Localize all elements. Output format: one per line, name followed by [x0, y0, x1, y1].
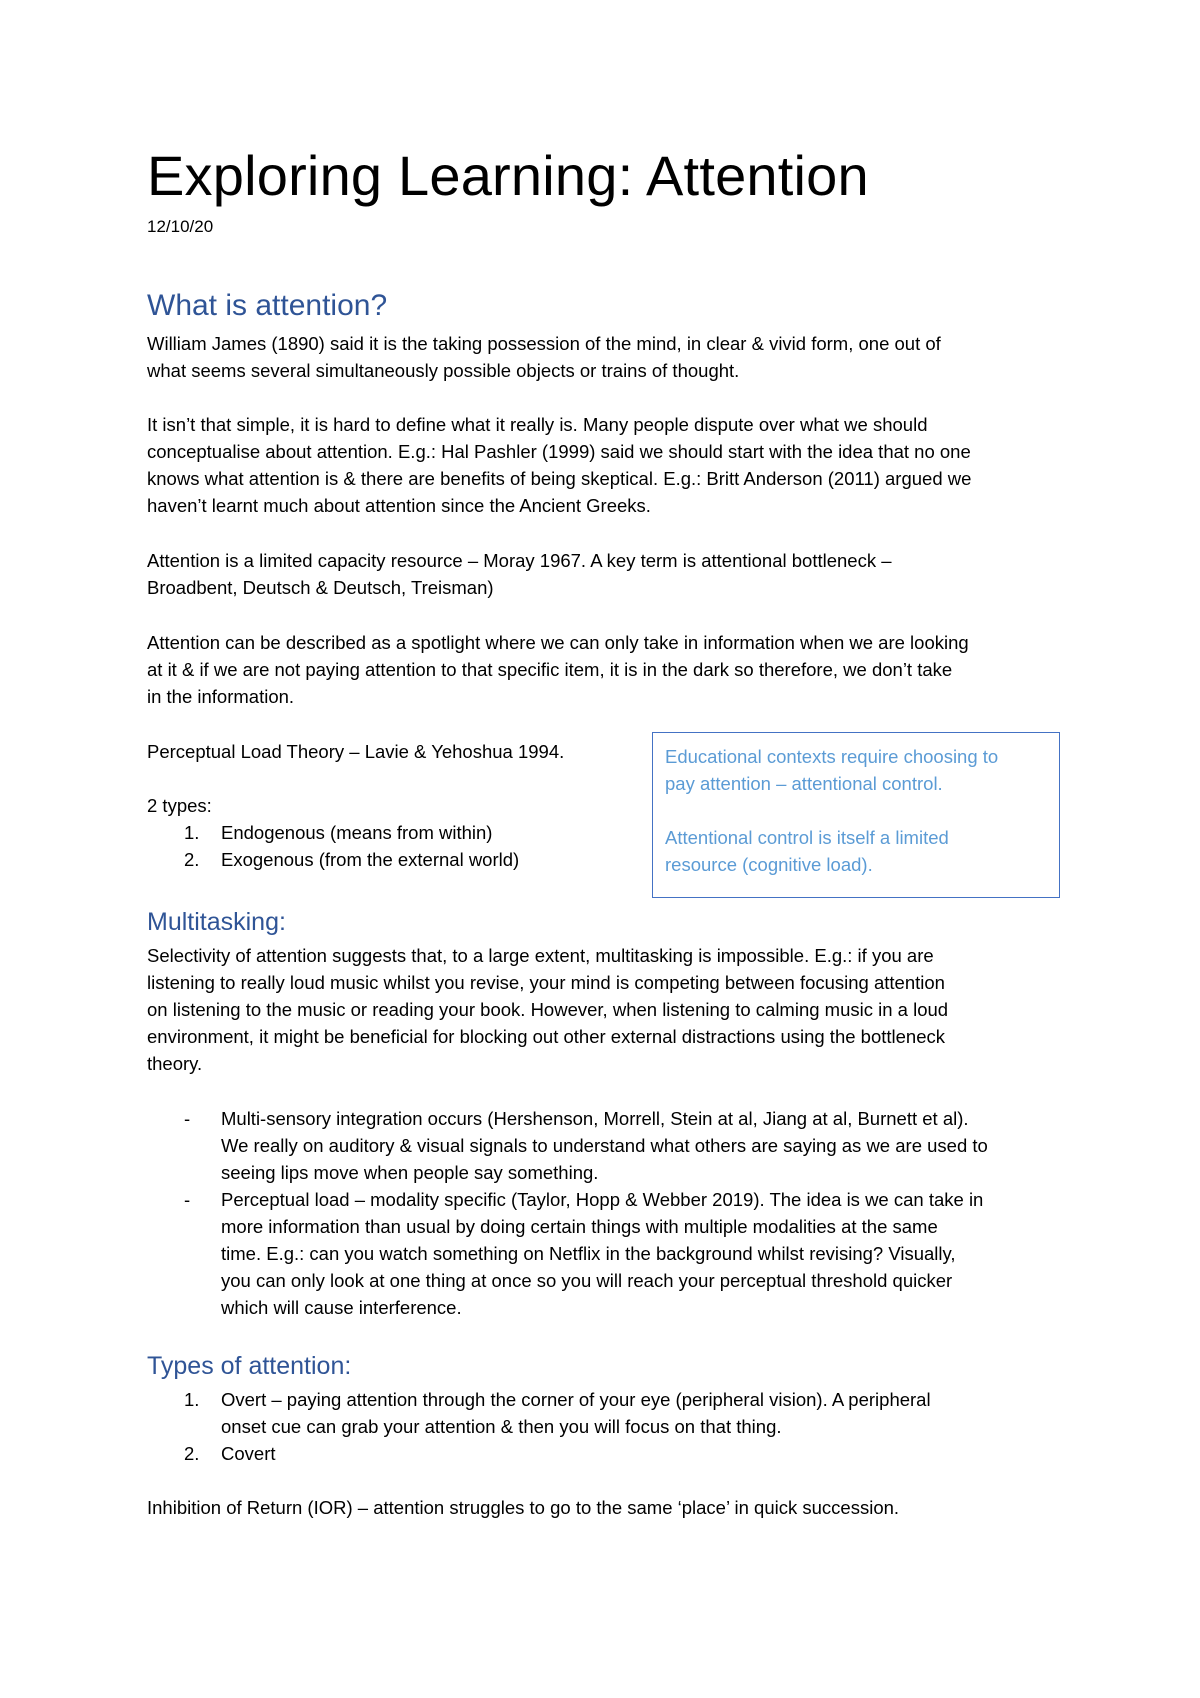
list-number: 2. [184, 1443, 200, 1464]
text-line: haven’t learnt much about attention since the Ancient Greeks. [147, 495, 651, 516]
text-line: William James (1890) said it is the taking possession of the mind, in clear & vivid form, one out of [147, 333, 941, 354]
bullet-line: which will cause interference. [221, 1297, 462, 1318]
text-line: Attention can be described as a spotlight where we can only take in information when we are looking [147, 632, 969, 653]
text-line: Inhibition of Return (IOR) – attention struggles to go to the same ‘place’ in quick succession. [147, 1497, 900, 1518]
multitasking-bullet-list [147, 1105, 1107, 1321]
text-line: listening to really loud music whilst you revise, your mind is competing between focusing attention [147, 972, 945, 993]
callout-line: Educational contexts require choosing to [665, 746, 999, 767]
text-line: It isn’t that simple, it is hard to define what it really is. Many people dispute over what we should [147, 414, 928, 435]
list-item-text: Exogenous (from the external world) [221, 849, 520, 870]
list-item [147, 846, 607, 873]
text-line: Selectivity of attention suggests that, to a large extent, multitasking is impossible. E.g.: if you are [147, 945, 934, 966]
paragraph-william-james [147, 330, 1077, 384]
list-number: 2. [184, 849, 200, 870]
paragraph-definition-dispute [147, 411, 1077, 519]
text-line: Attention is a limited capacity resource – Moray 1967. A key term is attentional bottleneck – [147, 550, 892, 571]
list-item [147, 1386, 1107, 1440]
callout-box [652, 732, 1060, 898]
callout-line: resource (cognitive load). [665, 854, 873, 875]
dash-marker: - [184, 1108, 191, 1129]
callout-line: pay attention – attentional control. [665, 773, 943, 794]
text-line: theory. [147, 1053, 203, 1074]
paragraph-inhibition-of-return [147, 1494, 1077, 1521]
types-of-attention-list [147, 1386, 1107, 1467]
list-item [147, 1440, 1107, 1467]
text-line: at it & if we are not paying attention to that specific item, it is in the dark so therefore, we don’t take [147, 659, 953, 680]
paragraph-perceptual-load [147, 738, 607, 765]
callout-line: Attentional control is itself a limited [665, 827, 949, 848]
list-item [147, 819, 607, 846]
list-item-line: onset cue can grab your attention & then you will focus on that thing. [221, 1416, 782, 1437]
text-line: Perceptual Load Theory – Lavie & Yehoshua 1994. [147, 741, 565, 762]
bullet-line: time. E.g.: can you watch something on Netflix in the background whilst revising? Visually, [221, 1243, 956, 1264]
paragraph-spotlight [147, 629, 1077, 710]
list-item-line: Overt – paying attention through the corner of your eye (peripheral vision). A peripheral [221, 1389, 931, 1410]
dash-marker: - [184, 1189, 191, 1210]
list-number: 1. [184, 822, 200, 843]
bullet-item [147, 1186, 1107, 1321]
list-item-text: Endogenous (means from within) [221, 822, 493, 843]
paragraph-limited-capacity [147, 547, 1077, 601]
heading-types-of-attention: Types of attention: [147, 1352, 352, 1380]
text-line: knows what attention is & there are benefits of being skeptical. E.g.: Britt Anderson (2011) argued we [147, 468, 972, 489]
paragraph-selectivity [147, 942, 1077, 1077]
text-line: conceptualise about attention. E.g.: Hal Pashler (1999) said we should start with the idea that no one [147, 441, 971, 462]
text-line: what seems several simultaneously possible objects or trains of thought. [147, 360, 740, 381]
bullet-line: you can only look at one thing at once so you will reach your perceptual threshold quicker [221, 1270, 953, 1291]
text-line: Broadbent, Deutsch & Deutsch, Treisman) [147, 577, 494, 598]
heading-what-is-attention: What is attention? [147, 289, 388, 322]
bullet-line: We really on auditory & visual signals to understand what others are saying as we are used to [221, 1135, 988, 1156]
bullet-line: more information than usual by doing certain things with multiple modalities at the same [221, 1216, 938, 1237]
bullet-line: Perceptual load – modality specific (Taylor, Hopp & Webber 2019). The idea is we can take in [221, 1189, 984, 1210]
heading-multitasking: Multitasking: [147, 908, 286, 936]
types-list [147, 819, 607, 873]
list-number: 1. [184, 1389, 200, 1410]
document-date: 12/10/20 [147, 217, 214, 236]
document-title: Exploring Learning: Attention [147, 144, 869, 207]
text-line: environment, it might be beneficial for blocking out other external distractions using the bottleneck [147, 1026, 946, 1047]
bullet-line: seeing lips move when people say something. [221, 1162, 599, 1183]
text-line: in the information. [147, 686, 295, 707]
bullet-item [147, 1105, 1107, 1186]
list-item-line: Covert [221, 1443, 276, 1464]
types-label [147, 792, 607, 819]
text-line: 2 types: [147, 795, 212, 816]
text-line: on listening to the music or reading your book. However, when listening to calming music in a loud [147, 999, 949, 1020]
bullet-line: Multi-sensory integration occurs (Hershenson, Morrell, Stein at al, Jiang at al, Burnett et al). [221, 1108, 969, 1129]
